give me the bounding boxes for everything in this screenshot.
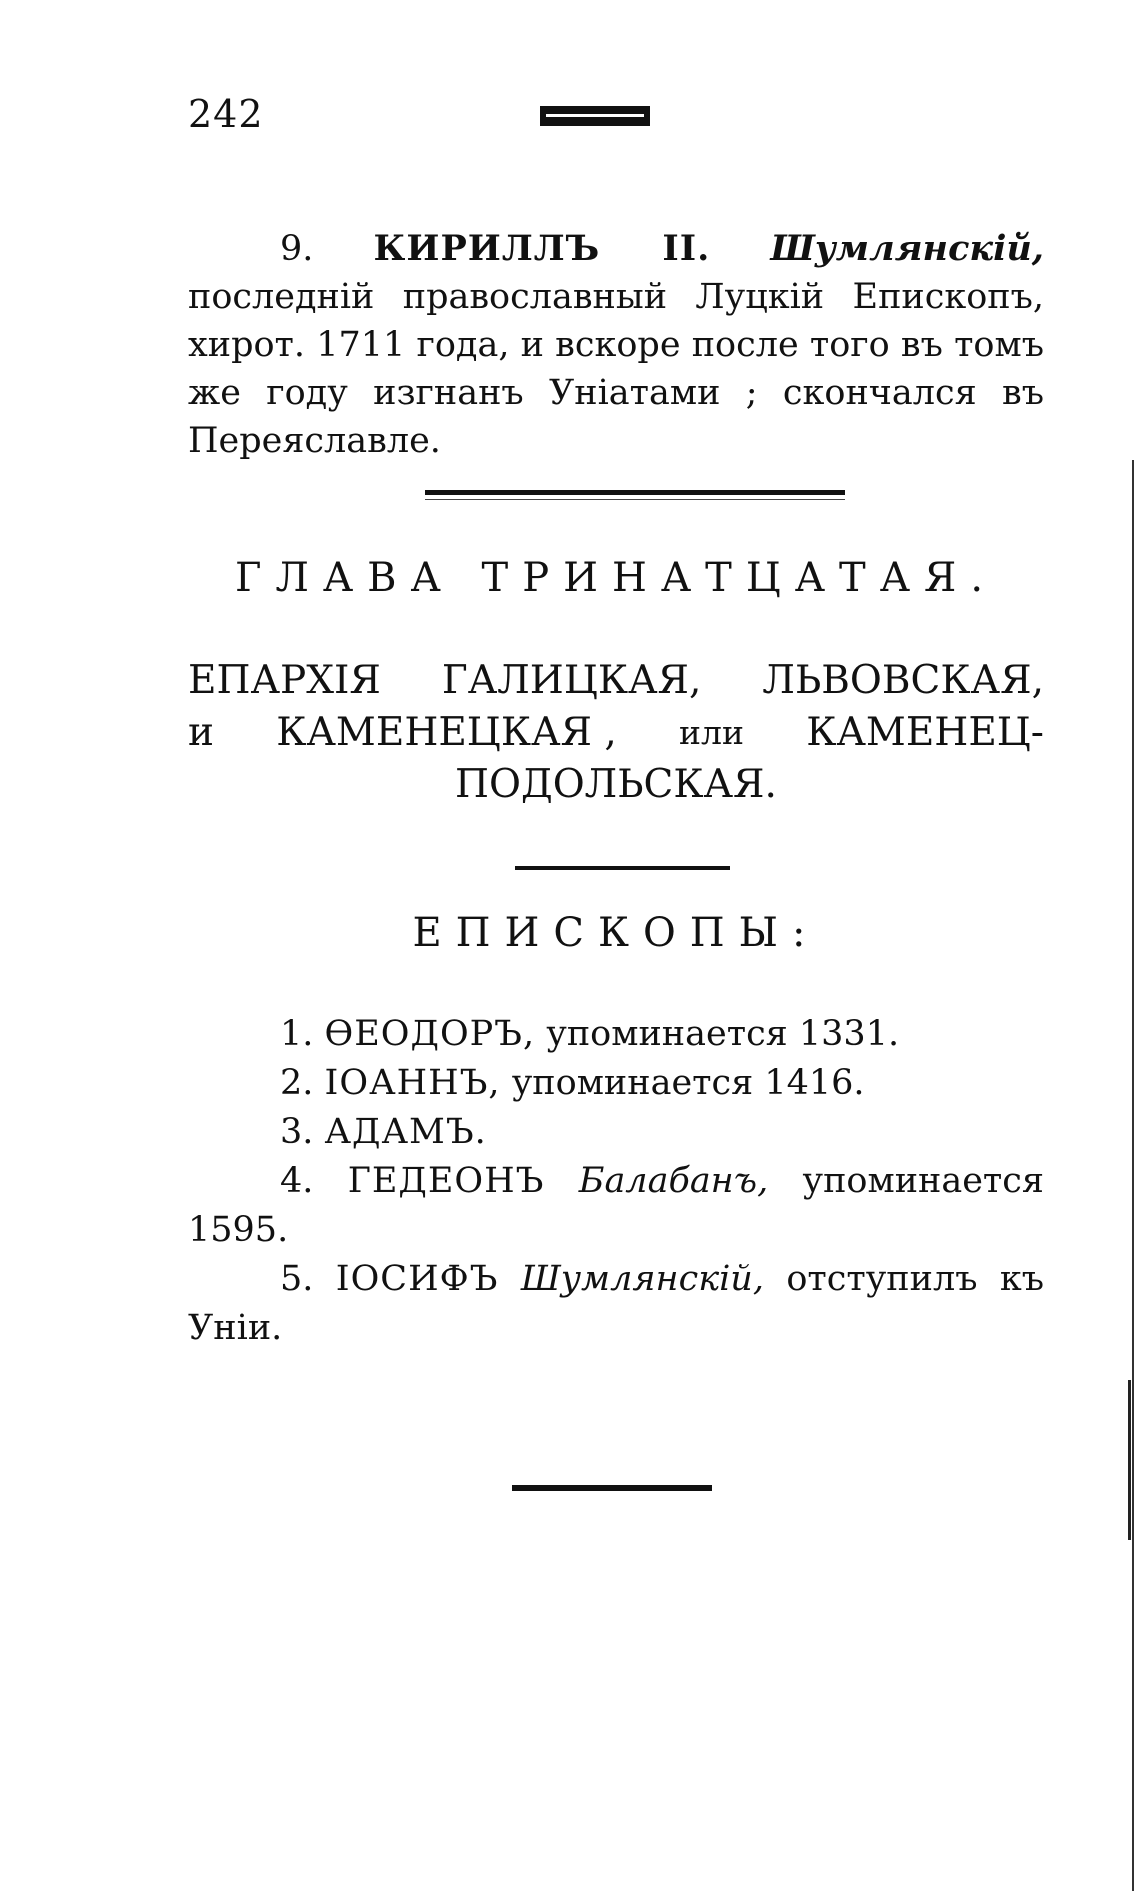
page-edge-shadow <box>1128 1380 1131 1540</box>
section-divider <box>425 490 845 502</box>
section-divider-short <box>515 866 730 870</box>
entry-9-paragraph <box>188 225 1044 465</box>
entry-9-number: 9. <box>280 229 314 269</box>
bishop-name: ГЕДЕОНЪ <box>347 1161 545 1201</box>
bishop-text: упоминается 1595. <box>188 1161 1044 1250</box>
bishop-name: ІОСИФЪ <box>335 1259 499 1299</box>
chapter-title: ГЛАВА ТРИНАТЦАТАЯ. <box>234 555 998 601</box>
list-item <box>188 1157 1044 1255</box>
entry-9-text: последній православный Луцкій Епископъ, хирот. 1711 года, и вскоре после того въ томъ же году изгнанъ Уніатами ; скончался въ Переяславле. <box>188 277 1044 461</box>
bishop-number: 4. <box>280 1161 314 1201</box>
end-ornament-rule <box>512 1485 712 1491</box>
bishop-number: 5. <box>280 1259 314 1299</box>
eparchy-line3: ПОДОЛЬСКАЯ. <box>455 762 777 807</box>
entry-9-name: КИРИЛЛЪ II. <box>373 228 711 269</box>
eparchy-line1-left: ЕПАРХІЯ <box>188 658 381 703</box>
bishop-text: отступилъ къ Уніи. <box>188 1259 1044 1348</box>
eparchy-line2-or: или <box>679 713 744 752</box>
bishop-number: 3. <box>280 1112 314 1152</box>
eparchy-heading <box>188 655 1044 811</box>
bishop-name: АДАМЪ. <box>324 1112 487 1152</box>
list-item <box>188 1255 1044 1353</box>
entry-9-surname: Шумлянскій, <box>770 228 1044 269</box>
list-item <box>188 1108 1044 1157</box>
bishops-list <box>188 1010 1044 1353</box>
eparchy-line1-mid: ГАЛИЦКАЯ, <box>441 658 702 703</box>
bishops-title: ЕПИСКОПЫ: <box>412 910 820 956</box>
eparchy-line2-mid: КАМЕНЕЦКАЯ , <box>276 710 617 755</box>
bishop-number: 2. <box>280 1063 314 1103</box>
page-edge-line <box>1132 460 1134 1891</box>
bishop-surname: Балабанъ, <box>578 1161 769 1201</box>
bishop-text: упоминается 1416. <box>511 1063 865 1103</box>
eparchy-line1-right: ЛЬВОВСКАЯ, <box>762 658 1044 703</box>
bishop-surname: Шумлянскій, <box>520 1259 764 1299</box>
eparchy-line2-right: КАМЕНЕЦ- <box>806 710 1044 755</box>
bishop-text: упоминается 1331. <box>546 1014 900 1054</box>
eparchy-line2-left: и <box>188 710 214 755</box>
list-item <box>188 1059 1044 1108</box>
page-number: 242 <box>188 92 264 136</box>
header-ornament-rule <box>540 106 650 126</box>
bishop-name: ІОАННЪ, <box>324 1063 501 1103</box>
bishop-number: 1. <box>280 1014 314 1054</box>
bishop-name: ѲЕОДОРЪ, <box>324 1014 536 1054</box>
list-item <box>188 1010 1044 1059</box>
